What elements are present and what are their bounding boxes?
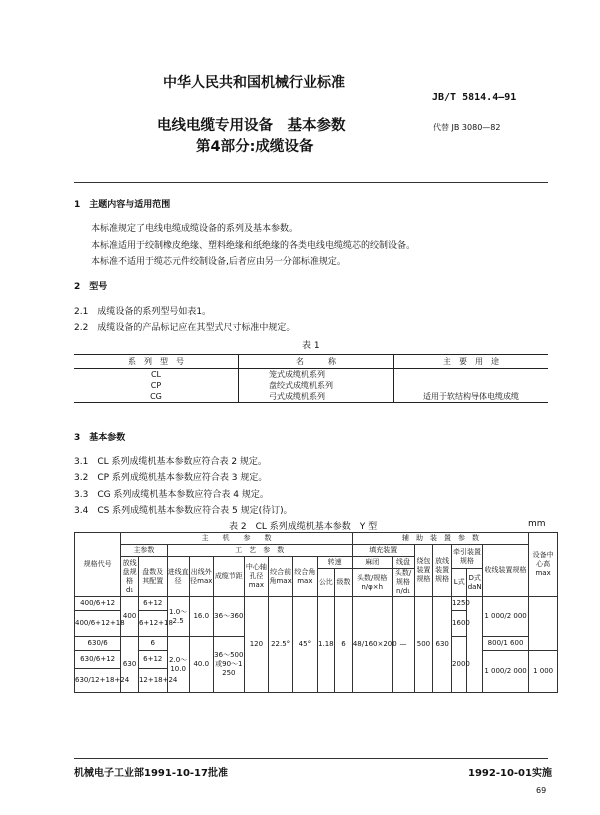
table-header: 主参数 bbox=[121, 545, 167, 557]
table-header: 规格代号 bbox=[75, 533, 121, 597]
table-header: 线盘 bbox=[392, 557, 414, 569]
header-symbol: d₁ bbox=[125, 585, 134, 594]
table-cell: 36～360 bbox=[213, 597, 244, 637]
table-cell: 盘绞式成缆机系列 bbox=[239, 380, 394, 391]
table-cell bbox=[529, 597, 558, 651]
table-cell: 1 000/2 000 bbox=[482, 651, 528, 693]
header-rule bbox=[74, 182, 548, 183]
section-2-paragraph: 2.1 成缆设备的系列型号如表1。 bbox=[74, 307, 212, 317]
table-cell: 弓式成缆机系列 bbox=[239, 391, 394, 403]
table-header: 转速 bbox=[317, 557, 352, 569]
table-cell bbox=[394, 369, 549, 381]
table-header: 麻闭 bbox=[352, 557, 392, 569]
table-cell: 45° bbox=[293, 597, 317, 693]
table-cell: 笼式成缆机系列 bbox=[239, 369, 394, 381]
table-cell: 630 bbox=[121, 637, 139, 693]
table-header: 主 机 参 数 bbox=[121, 533, 353, 545]
table-header: 牵引装置规格 bbox=[452, 545, 483, 569]
table-row bbox=[74, 369, 548, 381]
table2-caption: 表 2 CL 系列成缆机基本参数 Y 型 bbox=[229, 522, 378, 532]
table-header: 辅 助 装 置 参 数 bbox=[352, 533, 528, 545]
standard-code: JB/T 5814.4—91 bbox=[432, 92, 517, 103]
table-cell: 1.0～2.5 bbox=[167, 597, 189, 637]
section-1-paragraph: 本标准适用于绞制橡皮绝缘、塑料绝缘和纸绝缘的各类电线电缆缆芯的绞制设备。 bbox=[91, 241, 416, 251]
header-text: 头数/规格 bbox=[357, 573, 388, 582]
table-cell: 1250 bbox=[452, 597, 467, 611]
table-cell: 630/6+12 bbox=[75, 651, 121, 669]
table-header: 级数 bbox=[335, 569, 353, 597]
header-text: D式 bbox=[468, 573, 481, 582]
section-2-heading: 2 型号 bbox=[74, 282, 108, 292]
table-cell: CL bbox=[74, 369, 239, 381]
table-header: 名 称 bbox=[239, 355, 394, 369]
table-cell: 12+18+24 bbox=[138, 669, 167, 693]
table-cell: 630/12+18+24 bbox=[75, 669, 121, 693]
table-row bbox=[74, 391, 548, 403]
replaces-note: 代替 JB 3080—82 bbox=[433, 123, 501, 132]
table-cell bbox=[467, 597, 482, 693]
section-1-paragraph: 本标准规定了电线电缆成缆设备的系列及基本参数。 bbox=[91, 224, 299, 234]
table-header: 收线装置规格 bbox=[482, 545, 528, 597]
table-cell: 6+12 bbox=[138, 651, 167, 669]
table-header-row bbox=[75, 533, 558, 545]
table-header: 出线外径max bbox=[189, 557, 213, 597]
section-3-paragraph: 3.4 CS 系列成缆机基本参数应符合表 5 规定(待订)。 bbox=[74, 506, 293, 516]
table-cell: 40.0 bbox=[189, 637, 213, 693]
parameter-table bbox=[74, 532, 558, 693]
table-header: 绕包装置规格 bbox=[414, 545, 433, 597]
table-cell: 500 bbox=[414, 597, 433, 693]
section-3-heading: 3 基本参数 bbox=[74, 433, 126, 443]
issuing-org: 中华人民共和国机械行业标准 bbox=[163, 75, 345, 91]
section-2-paragraph: 2.2 成缆设备的产品标记应在其型式尺寸标准中规定。 bbox=[74, 323, 296, 333]
table-header bbox=[352, 569, 392, 597]
table-header bbox=[467, 569, 482, 597]
table-cell: 1 000/2 000 bbox=[482, 597, 528, 637]
table2-unit: mm bbox=[528, 519, 546, 529]
table-header bbox=[121, 557, 139, 597]
table-cell: 120 bbox=[244, 597, 268, 693]
header-symbol: n/φ×h bbox=[361, 582, 384, 591]
section-3-paragraph: 3.1 CL 系列成缆机基本参数应符合表 2 规定。 bbox=[74, 457, 267, 467]
table-header-row bbox=[74, 355, 548, 369]
section-3-paragraph: 3.2 CP 系列成缆机基本参数应符合表 3 规定。 bbox=[74, 473, 268, 483]
table-header bbox=[392, 569, 414, 597]
page-number: 69 bbox=[536, 786, 547, 795]
doc-title-line1: 电线电缆专用设备 基本参数 bbox=[157, 118, 346, 134]
table-header: 放线装置规格 bbox=[433, 545, 452, 597]
header-text: 头数/规格 bbox=[394, 569, 412, 586]
table-header: 进线直径 bbox=[167, 557, 189, 597]
table-cell: 22.5° bbox=[269, 597, 293, 693]
table-header: L式 bbox=[452, 569, 467, 597]
table-cell: 适用于软结构导体电缆成缆 bbox=[394, 391, 549, 403]
table-cell: 16.0 bbox=[189, 597, 213, 637]
table-cell: 6 bbox=[335, 597, 353, 693]
section-3-paragraph: 3.3 CG 系列成缆机基本参数应符合表 4 规定。 bbox=[74, 490, 269, 500]
table-header: 填充装置 bbox=[352, 545, 414, 557]
table-cell: 1.18 bbox=[317, 597, 335, 693]
table-cell: 630 bbox=[433, 597, 452, 693]
table-cell: 630/6 bbox=[75, 637, 121, 651]
table-cell: 6 bbox=[138, 637, 167, 651]
table-header: 绞合角max bbox=[293, 557, 317, 597]
header-symbol: n/d₁ bbox=[396, 587, 411, 595]
table-cell: CP bbox=[74, 380, 239, 391]
table-header: 公比 bbox=[317, 569, 335, 597]
table-header: 设备中心高max bbox=[529, 533, 558, 597]
table-cell: 400 bbox=[121, 597, 139, 637]
approval-date: 机械电子工业部1991-10-17批准 bbox=[74, 768, 228, 779]
table1-caption: 表 1 bbox=[302, 341, 320, 351]
table-header-row bbox=[75, 545, 558, 557]
table-header: 成缆节距 bbox=[213, 557, 244, 597]
table-header: 主 要 用 途 bbox=[394, 355, 549, 369]
table-cell: 400/6+12+18 bbox=[75, 611, 121, 637]
table-cell: 6+12+18 bbox=[138, 611, 167, 637]
table-cell: 400/6+12 bbox=[75, 597, 121, 611]
table-header: 绞合前角max bbox=[269, 557, 293, 597]
implementation-date: 1992-10-01实施 bbox=[468, 768, 552, 779]
table-cell: 800/1 600 bbox=[482, 637, 528, 651]
header-text: 放线盘规格 bbox=[122, 558, 137, 585]
table-header: 工 艺 参 数 bbox=[167, 545, 352, 557]
table-cell: 1 000 bbox=[529, 651, 558, 693]
table-cell: 1600 bbox=[452, 611, 467, 637]
table-cell: CG bbox=[74, 391, 239, 403]
table-cell: — bbox=[392, 597, 414, 693]
table-header: 中心轴孔径max bbox=[244, 557, 268, 597]
table-cell bbox=[394, 380, 549, 391]
table-cell: 2.0～10.0 bbox=[167, 637, 189, 693]
table-row bbox=[75, 597, 558, 611]
section-1-paragraph: 本标准不适用于缆芯元件绞制设备,后者应由另一分部标准规定。 bbox=[91, 257, 346, 267]
table-header: 系 列 型 号 bbox=[74, 355, 239, 369]
table-header: 盘数及其配置 bbox=[138, 557, 167, 597]
section-1-heading: 1 主题内容与适用范围 bbox=[74, 200, 171, 210]
series-table bbox=[74, 354, 548, 403]
table-cell: 48/160×200 bbox=[352, 597, 392, 693]
table-cell: 6+12 bbox=[138, 597, 167, 611]
table-cell: 36～500或90～1 250 bbox=[213, 637, 244, 693]
doc-title-line2: 第4部分:成缆设备 bbox=[196, 139, 314, 155]
table-cell: 2000 bbox=[452, 637, 467, 693]
footer-rule bbox=[74, 758, 548, 759]
table-row bbox=[74, 380, 548, 391]
header-symbol: daN bbox=[467, 582, 482, 591]
